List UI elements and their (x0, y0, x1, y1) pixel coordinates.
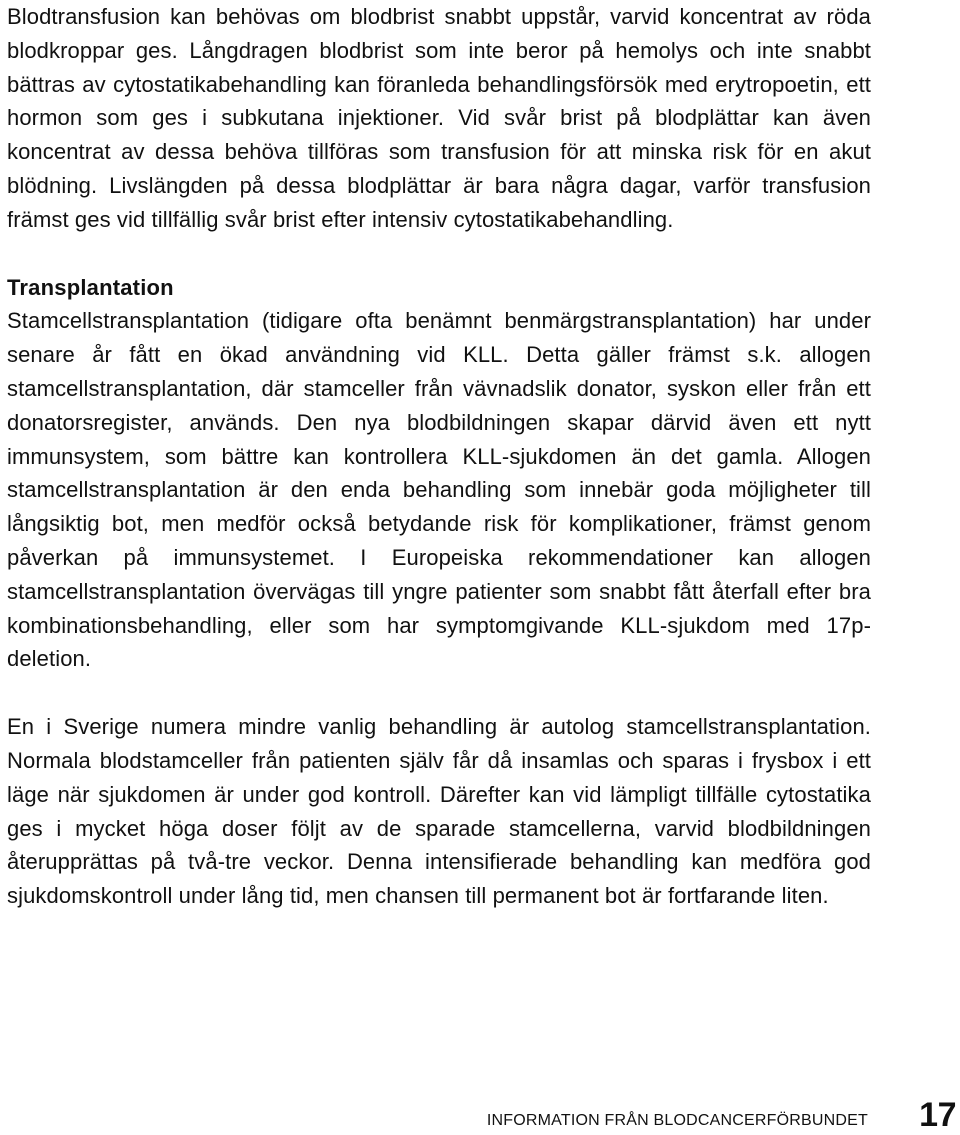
transplantation-paragraph-2: En i Sverige numera mindre vanlig behandling är autolog stamcellstransplantation. Normala blodstamceller från patienten själv får då insamlas och sparas i frysbox i ett läge när sjukdomen är under god kontroll. Därefter kan vid lämpligt tillfälle cytostatika ges i mycket höga doser följt av de sparade stamcellerna, varvid blodbildningen återupprättas på två-tre veckor. Denna intensifierade behandling kan medföra god sjukdomskontroll under lång tid, men chansen till permanent bot är fortfarande liten. (7, 714, 871, 909)
spacer (7, 237, 871, 271)
page-number: 17 (919, 1096, 956, 1134)
section-heading: Transplantation (7, 274, 174, 300)
page-footer (0, 1092, 960, 1133)
spacer (7, 676, 871, 710)
transplantation-section (7, 271, 871, 913)
intro-paragraph: Blodtransfusion kan behövas om blodbrist snabbt uppstår, varvid koncentrat av röda blodkroppar ges. Långdragen blodbrist som inte beror på hemolys och inte snabbt bättras av cytostatikabehandling kan föranleda behandlingsförsök med erytropoetin, ett hormon som ges i subkutana injektioner. Vid svår brist på blodplättar kan även koncentrat av dessa behöva tillföras som transfusion för att minska risk för en akut blödning. Livslängden på dessa blodplättar är bara några dagar, varför transfusion främst ges vid tillfällig svår brist efter intensiv cytostatikabehandling. (7, 4, 871, 232)
publication-name: INFORMATION FRÅN BLODCANCERFÖRBUNDET (486, 1112, 868, 1129)
transplantation-paragraph-1: Stamcellstransplantation (tidigare ofta benämnt benmärgstransplantation) har under senare år fått en ökad användning vid KLL. Detta gäller främst s.k. allogen stamcellstransplantation, där stamceller från vävnadslik donator, syskon eller från ett donatorsregister, används. Den nya blodbildningen skapar därvid även ett nytt immunsystem, som bättre kan kontrollera KLL-sjukdomen än det gamla. Allogen stamcellstransplantation är den enda behandling som innebär goda möjligheter till långsiktig bot, men medför också betydande risk för komplikationer, främst genom påverkan på immunsystemet. I Europeiska rekommendationer kan allogen stamcellstransplantation övervägas till yngre patienter som snabbt fått återfall efter bra kombinationsbehandling, eller som har symptomgivande KLL-sjukdom med 17p-deletion. (7, 308, 871, 672)
document-page (7, 0, 871, 913)
